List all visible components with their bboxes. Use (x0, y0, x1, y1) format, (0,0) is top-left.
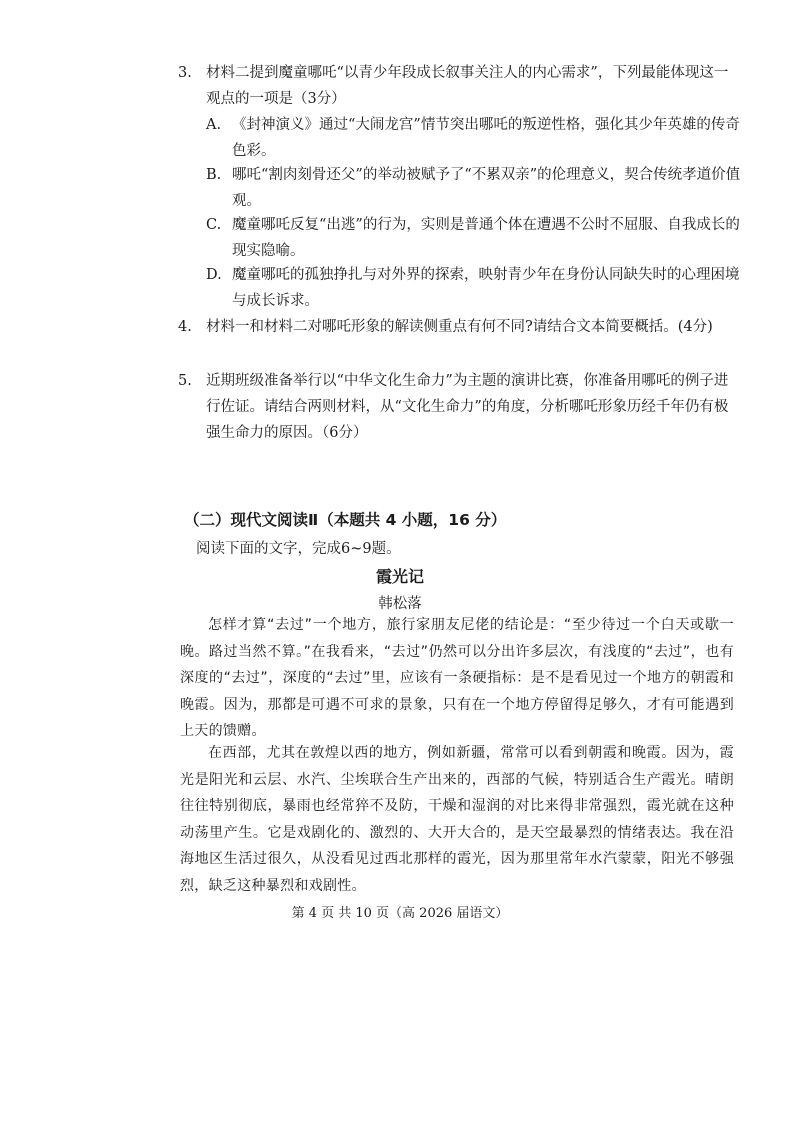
question-3 (178, 60, 738, 112)
option-text: 《封神演义》通过“大闹龙宫”情节突出哪吒的叛逆性格，强化其少年英雄的传奇色彩。 (232, 117, 740, 159)
option-a (206, 112, 741, 164)
option-text: 魔童哪吒的孤独挣扎与对外界的探索，映射青少年在身份认同缺失时的心理困境与成长诉求。 (232, 267, 740, 309)
question-number: 5. (178, 373, 192, 389)
option-d (206, 262, 741, 314)
page-footer: 第 4 页 共 10 页（高 2026 届语文） (291, 906, 509, 921)
question-number: 4. (178, 319, 192, 335)
option-letter: C. (206, 217, 222, 233)
question-number: 3. (178, 65, 192, 81)
option-c (206, 212, 741, 264)
option-text: 哪吒“割肉刻骨还父”的举动被赋予了“不累双亲”的伦理意义，契合传统孝道价值观。 (232, 167, 741, 209)
option-letter: A. (206, 117, 222, 133)
section-instruction: 阅读下面的文字，完成6~9题。 (196, 541, 401, 557)
question-5 (178, 368, 738, 446)
essay-title: 霞光记 (375, 567, 424, 586)
option-b (206, 162, 741, 214)
question-text: 材料一和材料二对哪吒形象的解读侧重点有何不同?请结合文本简要概括。(4分) (206, 319, 713, 335)
question-text: 近期班级准备举行以“中华文化生命力”为主题的演讲比赛，你准备用哪吒的例子进行佐证。请结合两则材料，从“文化生命力”的角度，分析哪吒形象历经千年仍有极强生命力的原因。（6分） (206, 373, 729, 441)
section-title: （二）现代文阅读Ⅱ（本题共 4 小题，16 分） (184, 511, 507, 529)
essay-paragraph-2: 在西部，尤其在敦煌以西的地方，例如新疆，常常可以看到朝霞和晚霞。因为，霞光是阳光和云层、水汽、尘埃联合生产出来的，西部的气候，特别适合生产霞光。晴朗往往特别彻底，暴雨也经常猝不及防，干燥和湿润的对比来得非常强烈，霞光就在这种动荡里产生。它是戏剧化的、激烈的、大开大合的，是天空最暴烈的情绪表达。我在沿海地区生活过很久，从没看见过西北那样的霞光，因为那里常年水汽蒙蒙，阳光不够强烈，缺乏这种暴烈和戏剧性。 (180, 745, 734, 894)
option-letter: B. (206, 167, 222, 183)
option-letter: D. (206, 267, 222, 283)
question-text: 材料二提到魔童哪吒“以青少年段成长叙事关注人的内心需求”，下列最能体现这一观点的一项是（3分） (206, 65, 729, 107)
question-4 (178, 314, 738, 340)
essay-author: 韩松落 (378, 596, 422, 612)
essay-paragraph-1: 怎样才算“去过”一个地方，旅行家朋友尼佬的结论是：“至少待过一个白天或歇一晚。路过当然不算。”在我看来，“去过”仍然可以分出许多层次，有浅度的“去过”，也有深度的“去过”，深度的“去过”里，应该有一条硬指标：是不是看见过一个地方的朝霞和晚霞。因为，那都是可遇不可求的景象，只有在一个地方停留得足够久，才有可能遇到上天的馈赠。 (180, 617, 734, 739)
option-text: 魔童哪吒反复“出逃”的行为，实则是普通个体在遭遇不公时不屈服、自我成长的现实隐喻。 (232, 217, 740, 259)
